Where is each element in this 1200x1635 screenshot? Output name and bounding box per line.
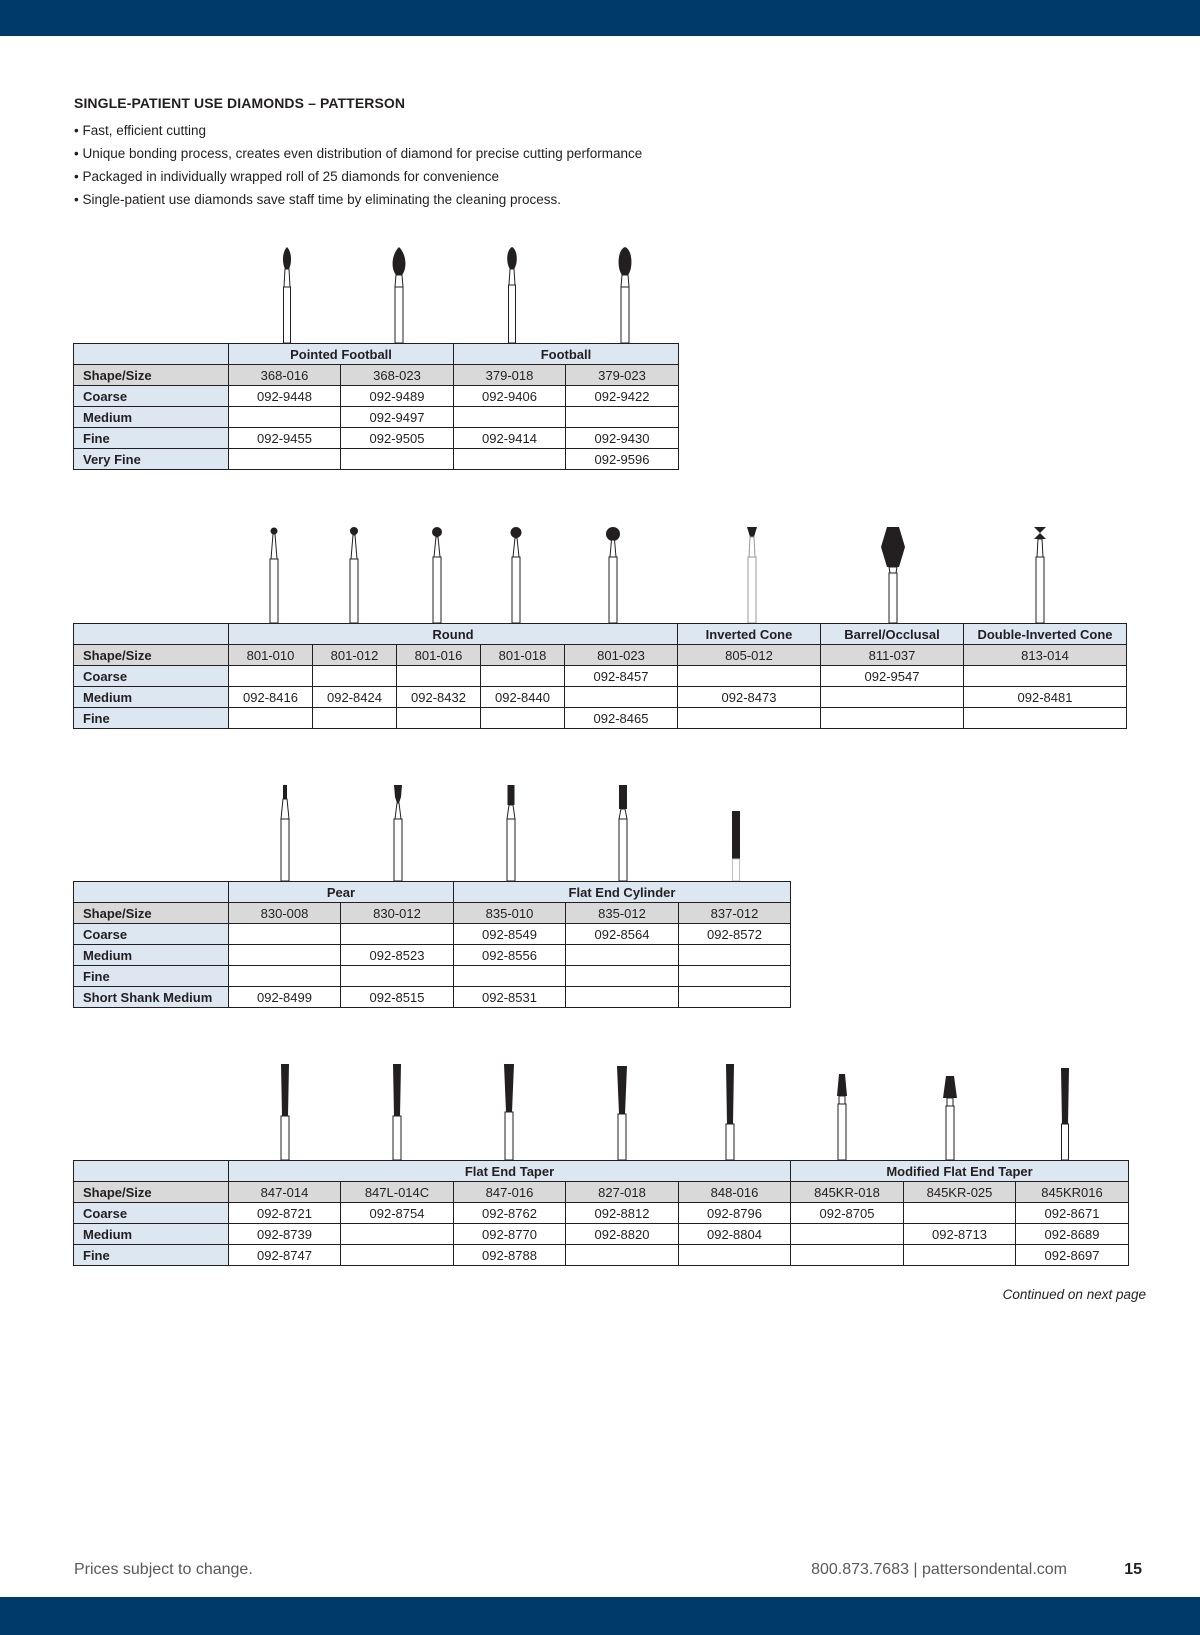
product-code-cell — [678, 666, 821, 687]
row-label: Coarse — [74, 1203, 229, 1224]
barrel-occlusal-bur-icon — [880, 527, 906, 623]
row-label: Shape/Size — [74, 1182, 229, 1203]
product-code-cell — [229, 407, 341, 428]
product-code-cell: 092-8499 — [229, 987, 341, 1008]
group-header-flat-end-cylinder: Flat End Cylinder — [454, 882, 791, 903]
product-code-cell — [791, 1224, 904, 1245]
product-code-cell: 092-9547 — [821, 666, 964, 687]
product-code-cell — [565, 687, 678, 708]
flat-end-cylinder-bur-icon — [617, 785, 629, 881]
modified-flat-end-taper-bur-icon — [1059, 1068, 1071, 1160]
round-bur-icon — [605, 527, 621, 623]
product-code-cell: 092-9414 — [454, 428, 566, 449]
flat-end-cylinder-bur-icon — [730, 811, 742, 881]
row-label: Shape/Size — [74, 365, 229, 386]
group-header-modified-flat-end-taper: Modified Flat End Taper — [791, 1161, 1129, 1182]
corner-cell — [74, 344, 229, 365]
row-label: Medium — [74, 945, 229, 966]
product-code-cell: 092-8457 — [565, 666, 678, 687]
feature-bullet: • Single-patient use diamonds save staff time by eliminating the cleaning process. — [74, 192, 561, 207]
product-code-cell — [821, 687, 964, 708]
table-row-coarse — [74, 1203, 1129, 1224]
product-code-cell: 092-8762 — [454, 1203, 566, 1224]
product-code-cell — [821, 708, 964, 729]
row-label: Shape/Size — [74, 645, 229, 666]
row-label: Fine — [74, 708, 229, 729]
product-code-cell: 092-8721 — [229, 1203, 341, 1224]
product-code-cell: 092-8788 — [454, 1245, 566, 1266]
round-bur-icon — [509, 527, 523, 623]
product-code-cell: 092-8564 — [566, 924, 679, 945]
product-code-cell — [454, 407, 566, 428]
round-diamonds-table — [73, 623, 1127, 729]
size-cell: 830-012 — [341, 903, 454, 924]
product-code-cell — [904, 1203, 1016, 1224]
round-bur-icon — [348, 527, 360, 623]
modified-flat-end-taper-bur-icon — [835, 1074, 849, 1160]
product-code-cell — [454, 966, 566, 987]
table-row-fine — [74, 428, 679, 449]
pear-bur-icon — [391, 785, 405, 881]
flat-end-cylinder-bur-icon — [505, 785, 517, 881]
table-row-shape-size — [74, 1182, 1129, 1203]
table-row-short-shank-medium — [74, 987, 791, 1008]
product-code-cell: 092-8531 — [454, 987, 566, 1008]
football-bur-icon — [505, 247, 519, 343]
product-code-cell: 092-8812 — [566, 1203, 679, 1224]
product-code-cell — [566, 945, 679, 966]
bur-illustrations — [73, 1064, 1125, 1160]
modified-flat-end-taper-bur-icon — [941, 1076, 959, 1160]
product-code-cell: 092-8416 — [229, 687, 313, 708]
product-code-cell — [791, 1245, 904, 1266]
row-label: Medium — [74, 687, 229, 708]
double-inverted-cone-bur-icon — [1033, 527, 1047, 623]
row-label: Coarse — [74, 666, 229, 687]
flat-end-taper-bur-icon — [278, 1064, 292, 1160]
table-group-header-row — [74, 344, 679, 365]
continued-note: Continued on next page — [1002, 1287, 1146, 1302]
size-cell: 847L-014C — [341, 1182, 454, 1203]
footer-contact: 800.873.7683 | pattersondental.com — [811, 1561, 1067, 1578]
group-header-inverted-cone: Inverted Cone — [678, 624, 821, 645]
product-code-cell: 092-8440 — [481, 687, 565, 708]
product-code-cell — [566, 407, 679, 428]
size-cell: 801-018 — [481, 645, 565, 666]
product-code-cell: 092-8515 — [341, 987, 454, 1008]
product-code-cell — [341, 924, 454, 945]
size-cell: 811-037 — [821, 645, 964, 666]
page-title: SINGLE-PATIENT USE DIAMONDS – PATTERSON — [74, 95, 406, 111]
product-code-cell: 092-8820 — [566, 1224, 679, 1245]
product-code-cell: 092-8424 — [313, 687, 397, 708]
section-round — [73, 527, 1127, 729]
product-code-cell — [679, 966, 791, 987]
flat-end-taper-bur-icon — [723, 1064, 737, 1160]
pear-bur-icon — [279, 785, 291, 881]
football-bur-icon — [616, 247, 634, 343]
corner-cell — [74, 882, 229, 903]
page-number: 15 — [1124, 1561, 1142, 1578]
product-code-cell — [341, 966, 454, 987]
product-code-cell: 092-8549 — [454, 924, 566, 945]
size-cell: 847-016 — [454, 1182, 566, 1203]
flat-end-taper-diamonds-table — [73, 1160, 1129, 1266]
table-row-medium — [74, 945, 791, 966]
size-cell: 801-010 — [229, 645, 313, 666]
flat-end-taper-bur-icon — [390, 1064, 404, 1160]
bur-illustrations — [73, 247, 678, 343]
product-code-cell — [397, 666, 481, 687]
product-code-cell: 092-8432 — [397, 687, 481, 708]
product-code-cell: 092-9406 — [454, 386, 566, 407]
table-row-fine — [74, 708, 1127, 729]
product-code-cell — [678, 708, 821, 729]
size-cell: 847-014 — [229, 1182, 341, 1203]
table-group-header-row — [74, 882, 791, 903]
product-code-cell: 092-9430 — [566, 428, 679, 449]
product-code-cell: 092-8523 — [341, 945, 454, 966]
product-code-cell: 092-8713 — [904, 1224, 1016, 1245]
size-cell: 830-008 — [229, 903, 341, 924]
feature-bullet: • Packaged in individually wrapped roll of 25 diamonds for convenience — [74, 169, 499, 184]
product-code-cell: 092-9505 — [341, 428, 454, 449]
product-code-cell: 092-8671 — [1016, 1203, 1129, 1224]
bur-illustrations — [73, 527, 1126, 623]
table-row-medium — [74, 1224, 1129, 1245]
size-cell: 827-018 — [566, 1182, 679, 1203]
table-row-coarse — [74, 924, 791, 945]
footer-disclaimer: Prices subject to change. — [74, 1561, 253, 1578]
product-code-cell — [341, 1245, 454, 1266]
flat-end-taper-bur-icon — [615, 1064, 629, 1160]
product-code-cell: 092-9422 — [566, 386, 679, 407]
product-code-cell: 092-8556 — [454, 945, 566, 966]
section-flat-end-taper — [73, 1064, 1129, 1266]
product-code-cell — [964, 666, 1127, 687]
size-cell: 801-012 — [313, 645, 397, 666]
size-cell: 835-010 — [454, 903, 566, 924]
size-cell: 813-014 — [964, 645, 1127, 666]
product-code-cell — [481, 666, 565, 687]
product-code-cell — [481, 708, 565, 729]
group-header-barrel-occlusal: Barrel/Occlusal — [821, 624, 964, 645]
product-code-cell: 092-9455 — [229, 428, 341, 449]
top-brand-bar — [0, 0, 1200, 36]
table-row-coarse — [74, 386, 679, 407]
bur-illustrations — [73, 785, 791, 881]
product-code-cell — [229, 449, 341, 470]
pear-cylinder-diamonds-table — [73, 881, 791, 1008]
pointed-football-bur-icon — [280, 247, 294, 343]
product-code-cell — [229, 966, 341, 987]
table-row-medium — [74, 407, 679, 428]
product-code-cell — [454, 449, 566, 470]
row-label: Coarse — [74, 386, 229, 407]
product-code-cell: 092-8473 — [678, 687, 821, 708]
size-cell: 805-012 — [678, 645, 821, 666]
pointed-football-bur-icon — [390, 247, 408, 343]
table-row-fine — [74, 1245, 1129, 1266]
inverted-cone-bur-icon — [745, 527, 759, 623]
product-code-cell — [229, 708, 313, 729]
row-label: Shape/Size — [74, 903, 229, 924]
group-header-football: Football — [454, 344, 679, 365]
group-header-flat-end-taper: Flat End Taper — [229, 1161, 791, 1182]
size-cell: 837-012 — [679, 903, 791, 924]
row-label: Medium — [74, 1224, 229, 1245]
size-cell: 835-012 — [566, 903, 679, 924]
table-row-medium — [74, 687, 1127, 708]
product-code-cell — [397, 708, 481, 729]
feature-bullet-list — [74, 119, 642, 211]
product-code-cell: 092-8747 — [229, 1245, 341, 1266]
section-football — [73, 247, 679, 470]
size-cell: 368-016 — [229, 365, 341, 386]
table-row-very-fine — [74, 449, 679, 470]
row-label: Coarse — [74, 924, 229, 945]
row-label: Very Fine — [74, 449, 229, 470]
table-row-shape-size — [74, 645, 1127, 666]
product-code-cell: 092-9489 — [341, 386, 454, 407]
group-header-double-inverted-cone: Double-Inverted Cone — [964, 624, 1127, 645]
product-code-cell — [964, 708, 1127, 729]
corner-cell — [74, 624, 229, 645]
product-code-cell — [229, 945, 341, 966]
size-cell: 368-023 — [341, 365, 454, 386]
size-cell: 801-023 — [565, 645, 678, 666]
flat-end-taper-bur-icon — [502, 1064, 516, 1160]
table-row-fine — [74, 966, 791, 987]
section-pear — [73, 785, 791, 1008]
product-code-cell: 092-9448 — [229, 386, 341, 407]
corner-cell — [74, 1161, 229, 1182]
row-label: Short Shank Medium — [74, 987, 229, 1008]
table-row-coarse — [74, 666, 1127, 687]
product-code-cell — [904, 1245, 1016, 1266]
football-diamonds-table — [73, 343, 679, 470]
product-code-cell: 092-8739 — [229, 1224, 341, 1245]
product-code-cell — [313, 666, 397, 687]
round-bur-icon — [430, 527, 444, 623]
product-code-cell — [566, 1245, 679, 1266]
size-cell: 379-018 — [454, 365, 566, 386]
product-code-cell — [229, 924, 341, 945]
table-row-shape-size — [74, 365, 679, 386]
group-header-pear: Pear — [229, 882, 454, 903]
product-code-cell — [313, 708, 397, 729]
feature-bullet: • Unique bonding process, creates even distribution of diamond for precise cutting performance — [74, 146, 643, 161]
product-code-cell — [679, 987, 791, 1008]
size-cell: 379-023 — [566, 365, 679, 386]
product-code-cell: 092-8754 — [341, 1203, 454, 1224]
row-label: Fine — [74, 428, 229, 449]
product-code-cell: 092-8796 — [679, 1203, 791, 1224]
size-cell: 845KR-018 — [791, 1182, 904, 1203]
table-group-header-row — [74, 1161, 1129, 1182]
size-cell: 801-016 — [397, 645, 481, 666]
product-code-cell — [566, 987, 679, 1008]
size-cell: 848-016 — [679, 1182, 791, 1203]
product-code-cell: 092-8804 — [679, 1224, 791, 1245]
group-header-round: Round — [229, 624, 678, 645]
bottom-brand-bar — [0, 1597, 1200, 1635]
product-code-cell — [341, 1224, 454, 1245]
product-code-cell: 092-8481 — [964, 687, 1127, 708]
product-code-cell: 092-9596 — [566, 449, 679, 470]
feature-bullet: • Fast, efficient cutting — [74, 123, 207, 138]
size-cell: 845KR-025 — [904, 1182, 1016, 1203]
product-code-cell — [341, 449, 454, 470]
group-header-pointed-football: Pointed Football — [229, 344, 454, 365]
product-code-cell: 092-8697 — [1016, 1245, 1129, 1266]
product-code-cell — [679, 945, 791, 966]
row-label: Fine — [74, 1245, 229, 1266]
row-label: Fine — [74, 966, 229, 987]
product-code-cell: 092-8770 — [454, 1224, 566, 1245]
product-code-cell — [566, 966, 679, 987]
row-label: Medium — [74, 407, 229, 428]
product-code-cell: 092-8689 — [1016, 1224, 1129, 1245]
table-row-shape-size — [74, 903, 791, 924]
table-group-header-row — [74, 624, 1127, 645]
round-bur-icon — [268, 527, 280, 623]
product-code-cell: 092-8572 — [679, 924, 791, 945]
product-code-cell — [229, 666, 313, 687]
product-code-cell — [679, 1245, 791, 1266]
product-code-cell: 092-9497 — [341, 407, 454, 428]
product-code-cell: 092-8705 — [791, 1203, 904, 1224]
product-code-cell: 092-8465 — [565, 708, 678, 729]
size-cell: 845KR016 — [1016, 1182, 1129, 1203]
